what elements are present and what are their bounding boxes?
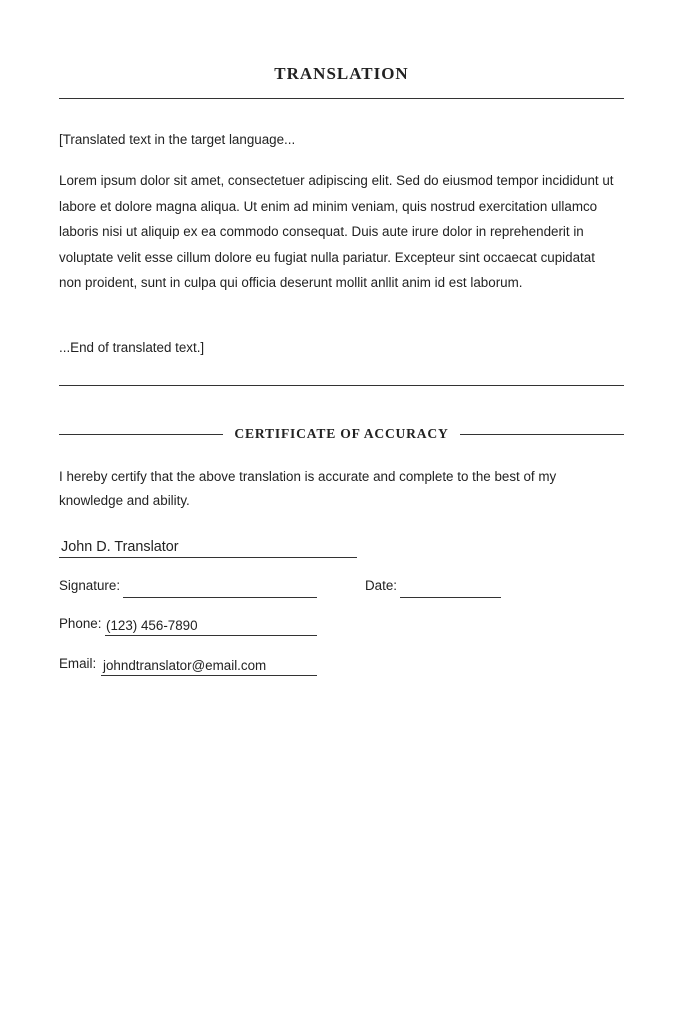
phone-label: Phone: <box>59 616 102 631</box>
email-label: Email: <box>59 656 97 671</box>
certificate-heading-left-line <box>59 434 223 435</box>
email-field[interactable] <box>101 657 317 676</box>
document-page <box>59 0 624 1024</box>
section-divider <box>59 385 624 386</box>
date-field[interactable] <box>400 579 501 598</box>
phone-row <box>59 616 319 636</box>
translation-closing: ...End of translated text.] <box>59 340 205 355</box>
signature-field[interactable] <box>123 579 317 598</box>
date-label: Date: <box>365 578 398 593</box>
title-divider <box>59 98 624 99</box>
translator-name: John D. Translator <box>61 539 179 555</box>
translation-body: Lorem ipsum dolor sit amet, consectetuer adipiscing elit. Sed do eiusmod tempor incididunt ut labore et dolore magna aliqua. Ut enim ad minim veniam, quis nostrud exercitation ullamco laboris nisi ut aliquip ex ea commodo consequat. Duis aute irure dolor in reprehenderit in voluptate velit esse cillum dolore eu fugiat nulla pariatur. Excepteur sint occaecat cupidatat non proident, sunt in culpa qui officia deserunt mollit anllit anim id est laborum. <box>59 173 614 291</box>
email-value: johndtranslator@email.com <box>103 658 267 673</box>
translation-opening: [Translated text in the target language... <box>59 132 296 147</box>
signature-date-row <box>59 578 509 598</box>
email-row <box>59 656 319 676</box>
translator-name-line <box>59 539 357 558</box>
certificate-heading-right-line <box>460 434 624 435</box>
certificate-heading-row <box>59 424 624 444</box>
certification-statement: I hereby certify that the above translation is accurate and complete to the best of my knowledge and ability. <box>59 469 557 508</box>
phone-field[interactable] <box>105 617 317 636</box>
phone-value: (123) 456-7890 <box>106 618 198 633</box>
document-title: TRANSLATION <box>274 64 409 83</box>
certificate-heading: CERTIFICATE OF ACCURACY <box>234 426 449 441</box>
signature-label: Signature: <box>59 578 121 593</box>
